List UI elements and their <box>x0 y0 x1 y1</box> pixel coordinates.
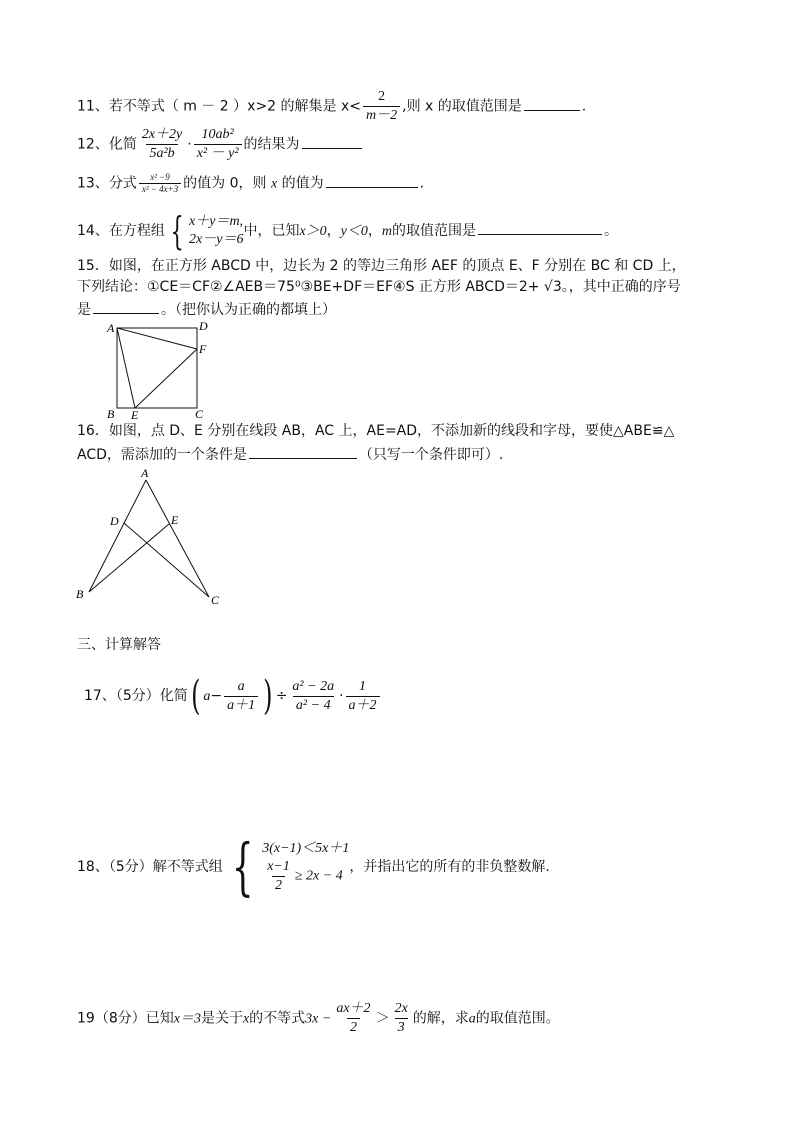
answer-blank[interactable] <box>478 220 602 235</box>
answer-blank[interactable] <box>93 299 159 314</box>
left-paren-icon: ( <box>190 673 201 719</box>
fraction: $\frac{2}{m-2}$ <box>363 88 400 125</box>
answer-blank[interactable] <box>524 96 580 111</box>
segment-be <box>89 524 169 592</box>
label-c: C <box>195 407 204 420</box>
fraction: $\frac{2x+2y}{\text{5a²b}}$ <box>141 127 183 161</box>
fraction: $\frac{1}{a+2}$ <box>346 678 380 715</box>
label-f: F <box>199 342 207 356</box>
question-15-line-1: 15．如图，在正方形 ABCD 中，边长为 2 的等边三角形 AEF 的顶点 E、F 分别在 BC 和 CD 上， <box>77 258 686 274</box>
brace-icon: { <box>170 209 184 253</box>
label-d: D <box>199 319 208 333</box>
question-16-line-1: 16．如图，点 D、E 分别在线段 AB，AC 上，AE=AD，不添加新的线段和字母，要使△ABE≌△ <box>77 423 675 439</box>
fraction: $\frac{ax+2}{2}$ <box>336 1001 371 1035</box>
equation-system: x＋y＝m, 2x－y＝6 <box>189 214 244 247</box>
question-19: 19（8分）已知x＝3是关于x的不等式3x − $\frac{ax+2}{2}$ ＞ $\frac{2x}{3}$ 的解，求a的取值范围。 <box>77 1001 560 1035</box>
question-11: 11、若不等式（ m － 2 ）x>2 的解集是 x< $\frac{2}{m-2}$ ,则 x 的取值范围是 . <box>77 89 587 123</box>
question-12: 12、化简 $\frac{2x+2y}{\text{5a²b}}$ · $\frac{\text{10ab²}}{\text{x² － y²}}$ 的结果为 <box>77 126 364 163</box>
inequality-system: 3(x−1)＜5x＋1 $\frac{x-1}{2}$ ≥ 2x − 4 <box>262 840 350 893</box>
label-b: B <box>76 587 84 601</box>
segment-cd <box>124 523 209 597</box>
question-15-line-3: 是 。（把你认为正确的都填上） <box>77 299 336 319</box>
answer-blank[interactable] <box>249 444 357 459</box>
fraction: $\frac{\text{a² − 2a}}{\text{a² − 4}}$ <box>292 678 335 713</box>
right-paren-icon: ) <box>263 673 273 719</box>
label-d: D <box>110 514 119 528</box>
question-13: 13、分式 $\frac{\text{x² −9}}{\text{x² − 4x+3}}$ 的值为 0，则 x 的值为 . <box>77 172 425 194</box>
label-e: E <box>131 408 139 420</box>
fraction: $\frac{2x}{3}$ <box>394 1001 408 1035</box>
fraction: $\frac{a}{a+1}$ <box>224 678 258 715</box>
question-14: 14、在方程组 { x＋y＝m, 2x－y＝6 中，已知x＞0，y＜0，m的取值范围是 。 <box>77 209 619 253</box>
triangle-figure <box>72 464 232 610</box>
fraction: $\frac{\text{x² −9}}{\text{x² − 4x+3}}$ <box>139 172 181 195</box>
question-15-line-2: 下列结论：①CE＝CF②∠AEB＝75⁰③BE+DF＝EF④S 正方形 ABCD＝2+ √3。，其中正确的序号 <box>77 279 681 295</box>
segment-af <box>117 328 197 349</box>
square-figure <box>104 318 220 420</box>
segment-ef <box>135 349 197 408</box>
label-c: C <box>211 593 220 607</box>
question-17: 17、（5分）化简( a− $\frac{a}{a+1}$ ) ÷ $\frac{\text{a² − 2a}}{\text{a² − 4}}$ · $\frac{1}{a+2}$ <box>84 676 382 716</box>
section-title: 三、计算解答 <box>77 637 161 653</box>
brace-icon: { <box>231 830 254 903</box>
answer-blank[interactable] <box>302 134 362 149</box>
segment-ae <box>117 328 135 408</box>
segment-ac <box>146 480 209 597</box>
square-abcd <box>117 328 197 408</box>
segment-ab <box>89 480 146 592</box>
label-a: A <box>141 466 149 480</box>
answer-blank[interactable] <box>326 173 418 188</box>
fraction: $\frac{x-1}{2}$ <box>267 858 290 893</box>
label-a: A <box>107 321 115 335</box>
question-18: 18、（5分）解不等式组 { 3(x−1)＜5x＋1 $\frac{x-1}{2}$ ≥ 2x − 4 ，并指出它的所有的非负整数解. <box>77 830 550 903</box>
label-e: E <box>171 513 179 527</box>
label-b: B <box>107 407 115 420</box>
question-16-line-2: ACD，需添加的一个条件是 （只写一个条件即可）. <box>77 444 503 464</box>
fraction: $\frac{\text{10ab²}}{\text{x² － y²}}$ <box>194 126 242 163</box>
